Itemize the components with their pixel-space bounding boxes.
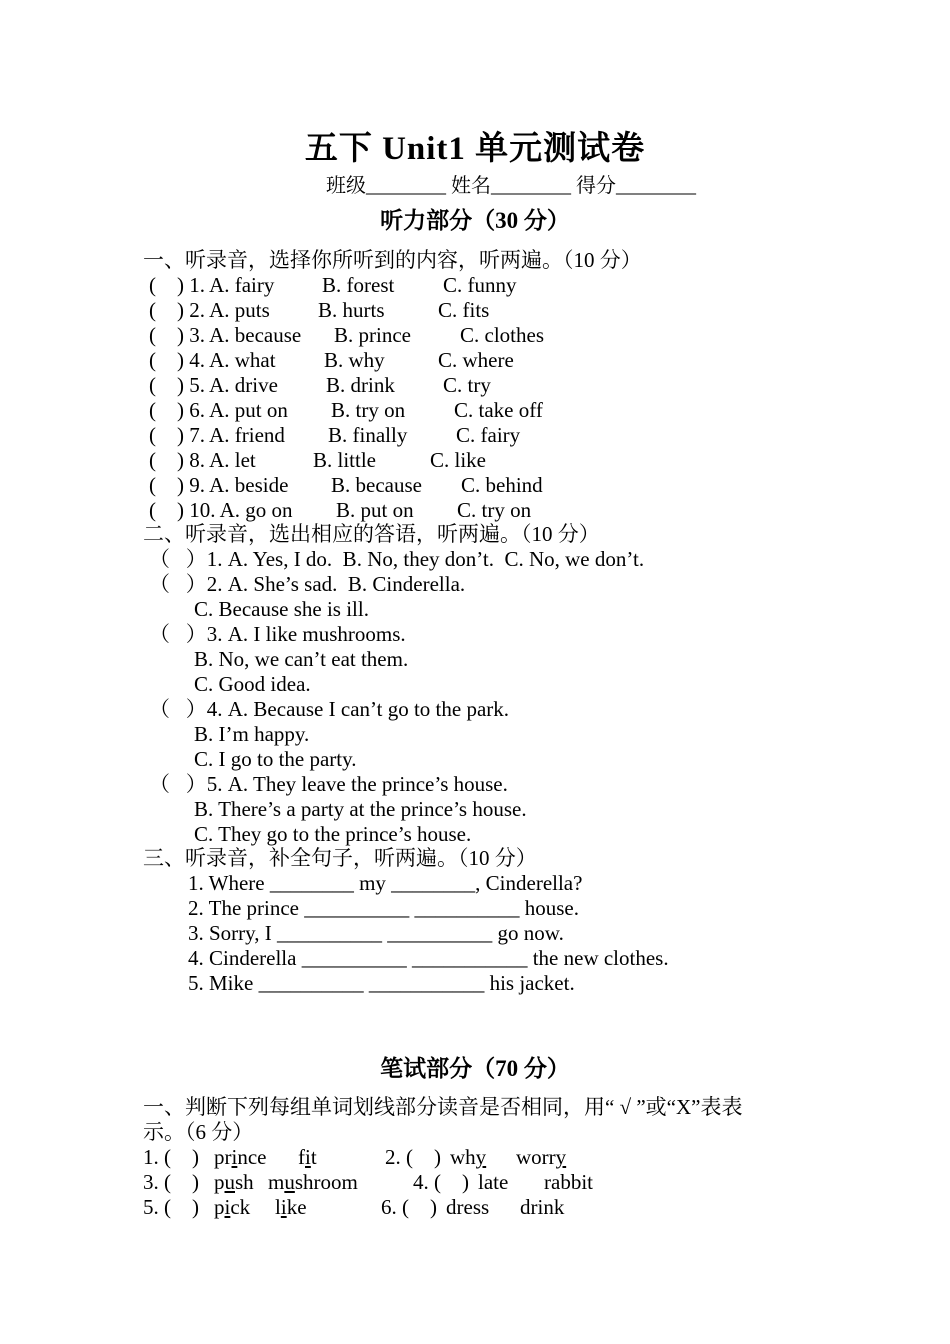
option-c: C. where: [438, 348, 514, 372]
option-b: B. drink: [326, 373, 395, 397]
writing-part1-instruction-cont: 示。（6 分）: [143, 1120, 254, 1144]
word-b: worry: [516, 1145, 567, 1169]
word-a: late: [478, 1170, 509, 1194]
listening-part3-instruction: 三、听录音，补全句子，听两遍。（10 分）: [143, 846, 537, 870]
list-item: （ ）1. A. Yes, I do. B. No, they don’t. C. No, we don’t.: [149, 547, 645, 571]
word-b: drink: [520, 1195, 565, 1219]
list-item: 5. Mike __________ ___________ his jacket.: [188, 971, 575, 995]
option-c: C. try: [443, 373, 491, 397]
list-item: C. They go to the prince’s house.: [194, 822, 472, 846]
option-b: B. little: [313, 448, 376, 472]
list-item: 2. The prince __________ __________ house.: [188, 896, 579, 920]
list-item: 4. Cinderella __________ ___________ the new clothes.: [188, 946, 669, 970]
writing-header: 笔试部分（70 分）: [380, 1056, 570, 1081]
option-c: C. like: [430, 448, 486, 472]
listening-part1-instruction: 一、听录音，选择你所听到的内容，听两遍。（10 分）: [143, 248, 642, 272]
list-item: C. I go to the party.: [194, 747, 357, 771]
option-b: B. finally: [328, 423, 408, 447]
option-b: B. try on: [331, 398, 406, 422]
question-number: ( ) 4. A. what: [149, 348, 276, 372]
question-number: ( ) 10. A. go on: [149, 498, 293, 522]
word-a: dress: [446, 1195, 490, 1219]
word-b: mushroom: [268, 1170, 358, 1194]
list-item: C. Good idea.: [194, 672, 311, 696]
option-c: C. clothes: [460, 323, 544, 347]
question-number: ( ) 1. A. fairy: [149, 273, 275, 297]
list-item: 3. Sorry, I __________ __________ go now.: [188, 921, 564, 945]
option-b: B. put on: [336, 498, 414, 522]
question-number: 1. ( ): [143, 1145, 199, 1169]
question-number: 3. ( ): [143, 1170, 199, 1194]
writing-part1-instruction: 一、判断下列每组单词划线部分读音是否相同，用“ √ ”或“X”表表: [143, 1095, 743, 1119]
list-item: B. There’s a party at the prince’s house.: [194, 797, 527, 821]
option-c: C. fits: [438, 298, 490, 322]
list-item: （ ）3. A. I like mushrooms.: [149, 622, 406, 646]
question-number: 5. ( ): [143, 1195, 199, 1219]
question-number: ( ) 9. A. beside: [149, 473, 289, 497]
word-a: prince: [214, 1145, 267, 1169]
list-item: 1. Where ________ my ________, Cinderella?: [188, 871, 583, 895]
listening-header: 听力部分（30 分）: [380, 208, 570, 233]
list-item: B. No, we can’t eat them.: [194, 647, 409, 671]
option-b: B. why: [324, 348, 385, 372]
word-a: push: [214, 1170, 254, 1194]
list-item: （ ）4. A. Because I can’t go to the park.: [149, 697, 510, 721]
listening-part2-instruction: 二、听录音，选出相应的答语，听两遍。（10 分）: [143, 522, 600, 546]
list-item: B. I’m happy.: [194, 722, 310, 746]
question-number: ( ) 3. A. because: [149, 323, 302, 347]
option-b: B. hurts: [318, 298, 385, 322]
question-number: ( ) 2. A. puts: [149, 298, 270, 322]
option-c: C. fairy: [456, 423, 521, 447]
word-b: fit: [298, 1145, 317, 1169]
question-number: ( ) 7. A. friend: [149, 423, 285, 447]
word-a: why: [450, 1145, 487, 1169]
question-number: 2. ( ): [385, 1145, 441, 1169]
word-b: rabbit: [544, 1170, 593, 1194]
question-number: ( ) 6. A. put on: [149, 398, 288, 422]
word-a: pick: [214, 1195, 251, 1219]
option-b: B. prince: [334, 323, 411, 347]
question-number: 4. ( ): [413, 1170, 469, 1194]
page-title: 五下 Unit1 单元测试卷: [304, 131, 646, 167]
option-c: C. take off: [454, 398, 543, 422]
question-number: 6. ( ): [381, 1195, 437, 1219]
student-info-line: 班级________ 姓名________ 得分________: [326, 175, 696, 197]
list-item: C. Because she is ill.: [194, 597, 369, 621]
question-number: ( ) 8. A. let: [149, 448, 256, 472]
question-number: ( ) 5. A. drive: [149, 373, 278, 397]
option-b: B. because: [331, 473, 422, 497]
word-b: like: [275, 1195, 307, 1219]
option-b: B. forest: [322, 273, 395, 297]
option-c: C. try on: [457, 498, 532, 522]
list-item: （ ）2. A. She’s sad. B. Cinderella.: [149, 572, 466, 596]
list-item: （ ）5. A. They leave the prince’s house.: [149, 772, 508, 796]
option-c: C. behind: [461, 473, 543, 497]
option-c: C. funny: [443, 273, 517, 297]
